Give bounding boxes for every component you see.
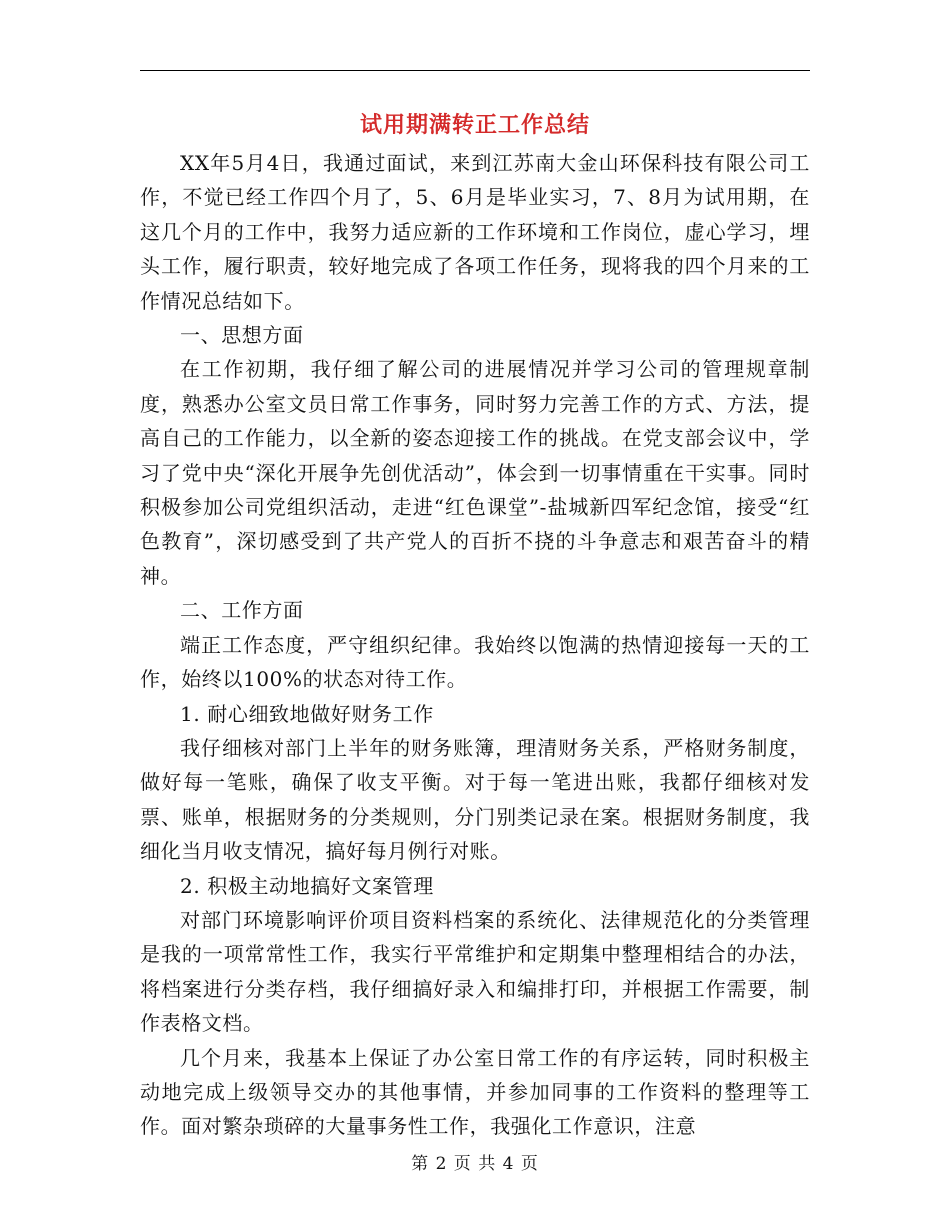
paragraph-thought: 在工作初期，我仔细了解公司的进展情况并学习公司的管理规章制度，熟悉办公室文员日常工作事务，同时努力完善工作的方式、方法，提高自己的工作能力，以全新的姿态迎接工作的挑战。在党支部会议中，学习了党中央“深化开展争先创优活动”，体会到一切事情重在干实事。同时积极参加公司党组织活动，走进“红色课堂”-盐城新四军纪念馆，接受“红色教育”，深切感受到了共产党人的百折不挠的斗争意志和艰苦奋斗的精神。: [140, 357, 810, 588]
header-rule: [140, 70, 810, 71]
paragraph-work-attitude: 端正工作态度，严守组织纪律。我始终以饱满的热情迎接每一天的工作，始终以100%的状态对待工作。: [140, 632, 810, 692]
paragraph-intro: XX年5月4日，我通过面试，来到江苏南大金山环保科技有限公司工作，不觉已经工作四个月了，5、6月是毕业实习，7、8月为试用期，在这几个月的工作中，我努力适应新的工作环境和工作岗位，虚心学习，埋头工作，履行职责，较好地完成了各项工作任务，现将我的四个月来的工作情况总结如下。: [140, 151, 810, 313]
document-body: [140, 146, 810, 1144]
page-number: 第 2 页 共 4 页: [411, 1154, 539, 1174]
subheading-documents: 2. 积极主动地搞好文案管理: [180, 873, 434, 898]
document-title: 试用期满转正工作总结: [359, 113, 590, 138]
subheading-finance: 1. 耐心细致地做好财务工作: [180, 701, 434, 726]
paragraph-finance: 我仔细核对部门上半年的财务账簿，理清财务关系，严格财务制度，做好每一笔账，确保了收支平衡。对于每一笔进出账，我都仔细核对发票、账单，根据财务的分类规则，分门别类记录在案。根据财务制度，我细化当月收支情况，搞好每月例行对账。: [140, 735, 810, 864]
paragraph-documents: 对部门环境影响评价项目资料档案的系统化、法律规范化的分类管理是我的一项常常性工作，我实行平常维护和定期集中整理相结合的办法，将档案进行分类存档，我仔细搞好录入和编排打印，并根据工作需要，制作表格文档。: [140, 907, 810, 1036]
paragraph-summary: 几个月来，我基本上保证了办公室日常工作的有序运转，同时积极主动地完成上级领导交办的其他事情，并参加同事的工作资料的整理等工作。面对繁杂琐碎的大量事务性工作，我强化工作意识，注意: [140, 1045, 810, 1139]
section-heading-thought: 一、思想方面: [180, 323, 304, 348]
section-heading-work: 二、工作方面: [180, 598, 304, 623]
